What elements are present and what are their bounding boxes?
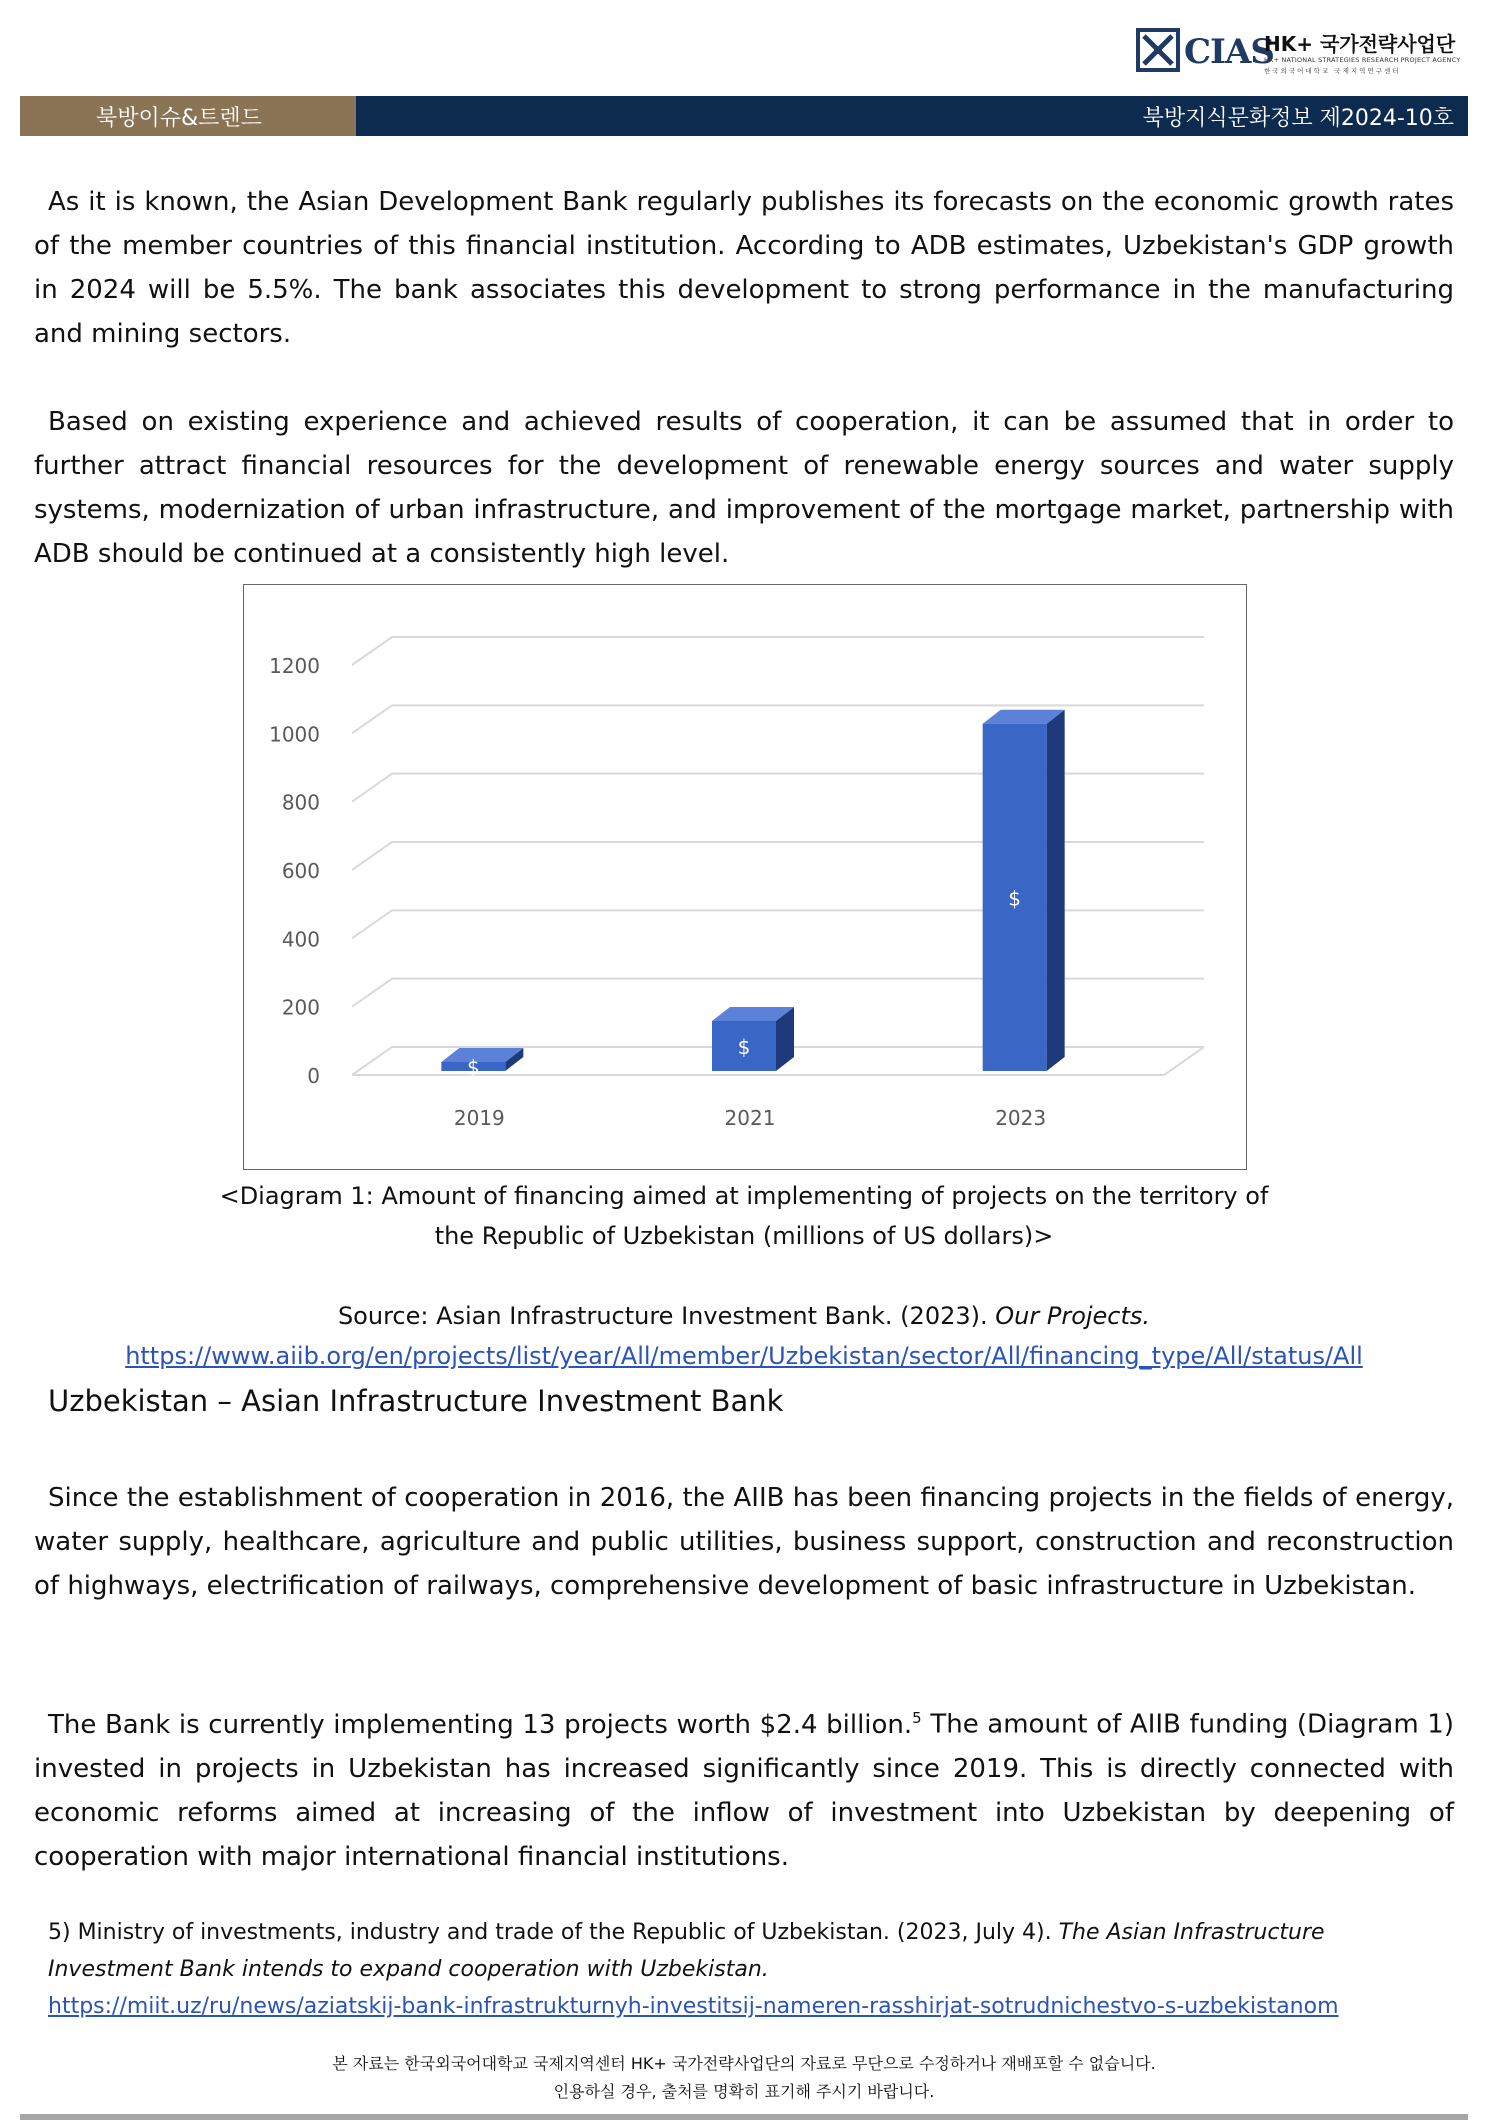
bar: [712, 1007, 794, 1071]
paragraph-4-text-a: The Bank is currently implementing 13 projects worth $2.4 billion.: [48, 1709, 913, 1740]
paragraph-3: [34, 1476, 1454, 1608]
gridline: [352, 979, 1204, 1007]
header-band: [20, 96, 1468, 136]
footnote-ref-5[interactable]: 5: [912, 1709, 922, 1727]
bar-data-label: $: [466, 1055, 480, 1080]
bar-data-label: $: [737, 1034, 751, 1059]
org-subtitle-en: HK+ NATIONAL STRATEGIES RESEARCH PROJECT AGENCY: [1264, 56, 1461, 64]
footnote-link[interactable]: https://miit.uz/ru/news/aziatskij-bank-infrastrukturnyh-investitsij-nameren-rasshirjat-sotrudnichestvo-s-uzbekistanom: [48, 1994, 1339, 2019]
y-tick-label: 1200: [269, 654, 320, 678]
source-prefix: Source: Asian Infrastructure Investment Bank. (2023).: [337, 1302, 996, 1330]
section-label: 북방이슈&트렌드: [20, 96, 356, 136]
bar-side: [1047, 710, 1065, 1071]
x-tick-label: 2021: [724, 1106, 776, 1130]
y-tick-label: 400: [281, 927, 320, 952]
paragraph-4-text-b: The amount of AIIB funding (Diagram 1) invested in projects in Uzbekistan has increased significantly since 2019. This is directly connected with economic reforms aimed at increasing of the inflow of investment into Uzbekistan by deepening of cooperation with major international financial institutions.: [34, 1709, 1454, 1872]
footer-line-1: 본 자료는 한국외국어대학교 국제지역센터 HK+ 국가전략사업단의 자료로 무단으로 수정하거나 재배포할 수 없습니다.: [332, 2054, 1156, 2073]
chart-frame: [243, 584, 1247, 1170]
gridline: [352, 774, 1204, 802]
org-subtitle-kr: 한국외국어대학교 국제지역연구센터: [1264, 67, 1401, 75]
paragraph-1: [34, 180, 1454, 356]
financing-bar-chart: [244, 585, 1248, 1171]
footer-rule: [20, 2114, 1468, 2120]
source-link[interactable]: https://www.aiib.org/en/projects/list/year/All/member/Uzbekistan/sector/All/financing_type/All/status/All: [125, 1342, 1363, 1370]
source-link-row: [0, 1336, 1488, 1376]
bar: [441, 1048, 523, 1071]
bar-data-label: $: [1008, 886, 1022, 911]
cias-logo: [1136, 26, 1461, 78]
gridline: [352, 910, 1204, 938]
y-tick-label: 800: [281, 790, 320, 815]
footnote-text: 5) Ministry of investments, industry and trade of the Republic of Uzbekistan. (2023, July 4).: [48, 1920, 1059, 1945]
issue-label: 북방지식문화정보 제2024-10호: [356, 96, 1468, 136]
y-tick-label: 600: [281, 859, 320, 883]
footer-notice: [0, 2050, 1488, 2106]
y-tick-label: 1000: [269, 722, 320, 747]
paragraph-1-text: As it is known, the Asian Development Bank regularly publishes its forecasts on the economic growth rates of the member countries of this financial institution. According to ADB estimates, Uzbekistan's GDP growth in 2024 will be 5.5%. The bank associates this development to strong performance in the manufacturing and mining sectors.: [34, 187, 1454, 349]
source-title: Our Projects.: [995, 1302, 1151, 1330]
logo-wordmark: CIAS: [1184, 32, 1274, 72]
x-tick-label: 2023: [995, 1106, 1047, 1130]
gridline: [352, 637, 1204, 665]
diagram-source: [0, 1296, 1488, 1336]
section-heading: Uzbekistan – Asian Infrastructure Investment Bank: [48, 1384, 784, 1418]
y-tick-label: 200: [281, 995, 320, 1020]
footer-line-2: 인용하실 경우, 출처를 명확히 표기해 주시기 바랍니다.: [553, 2082, 935, 2101]
gridline: [352, 705, 1204, 733]
gridline: [352, 842, 1204, 870]
paragraph-2: [34, 400, 1454, 576]
diagram-caption-line-2: the Republic of Uzbekistan (millions of US dollars)>: [434, 1222, 1054, 1250]
footnote-title: The Asian Infrastructure Investment Bank intends to expand cooperation with Uzbekistan.: [48, 1920, 1325, 1982]
org-title: HK+ 국가전략사업단: [1264, 32, 1456, 56]
paragraph-4: [34, 1696, 1454, 1879]
paragraph-3-text: Since the establishment of cooperation in 2016, the AIIB has been financing projects in the fields of energy, water supply, healthcare, agriculture and public utilities, business support, construction and reconstruction of highways, electrification of railways, comprehensive development of basic infrastructure in Uzbekistan.: [34, 1483, 1454, 1601]
footnote-5: [48, 1914, 1428, 2025]
diagram-caption-line-1: <Diagram 1: Amount of financing aimed at implementing of projects on the territory of: [219, 1182, 1269, 1210]
paragraph-2-text: Based on existing experience and achieved results of cooperation, it can be assumed that in order to further attract financial resources for the development of renewable energy sources and water supply systems, modernization of urban infrastructure, and improvement of the mortgage market, partnership with ADB should be continued at a consistently high level.: [34, 407, 1454, 569]
x-tick-label: 2019: [453, 1106, 505, 1130]
y-tick-label: 0: [307, 1064, 320, 1088]
bar: [983, 710, 1065, 1071]
cias-logo-icon: [1136, 28, 1180, 72]
